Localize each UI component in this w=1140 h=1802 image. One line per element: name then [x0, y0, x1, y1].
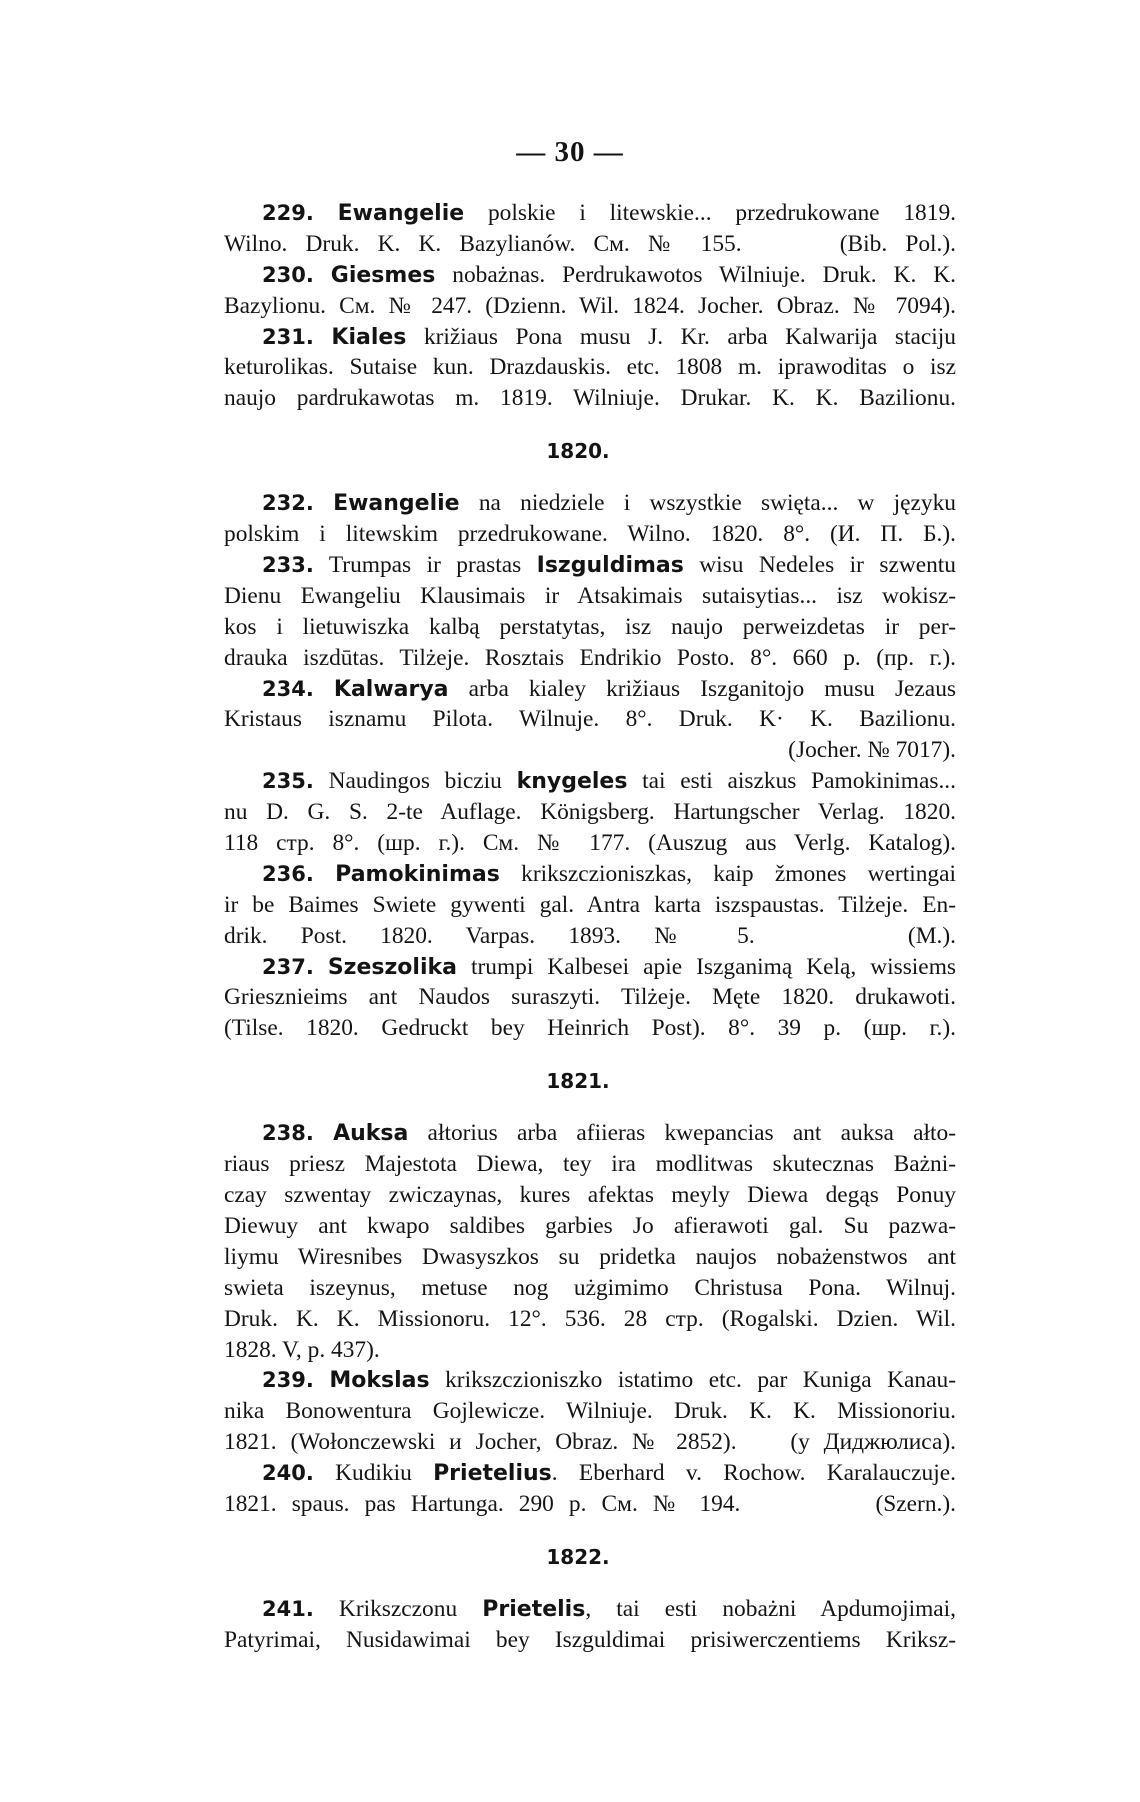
entry-239-line-2: nika Bonowentura Gojlewicze. Wilniuje. Druk. K. K. Missionoriu. — [224, 1398, 956, 1425]
year-heading-1822: 1822. — [546, 1544, 610, 1569]
entry-235-line-1: 235. Naudingos bicziu knygeles tai esti aiszkus Pamokinimas... — [262, 768, 956, 795]
entry-233-line-3: kos i lietuwiszka kalbą perstatytas, isz naujo perweizdetas ir per- — [224, 613, 956, 640]
entry-238-line-1: 238. Auksa ałtorius arba afiieras kwepancias ant auksa ałto- — [262, 1120, 956, 1147]
entry-239-line-3: 1821. (Wołonczewski и Jocher, Obraz. № 2852). (у Диджюлиса). — [224, 1429, 956, 1456]
entry-238-line-2: riaus priesz Majestota Diewa, tey ira modlitwas skutecznas Bażni- — [224, 1151, 956, 1178]
entry-238-line-3: czay szwentay zwiczaynas, kures afektas meyly Diewa degąs Ponuy — [224, 1182, 956, 1209]
entry-233-line-2: Dienu Ewangeliu Klausimais ir Atsakimais sutaisytias... isz wokisz- — [224, 582, 956, 609]
entry-237-line-1: 237. Szeszolika trumpi Kalbesei apie Iszganimą Kelą, wissiems — [262, 953, 956, 980]
entry-238-line-6: swieta iszeynus, metuse nog użgimimo Christusa Pona. Wilnuj. — [224, 1274, 956, 1301]
year-heading-1821: 1821. — [546, 1069, 610, 1094]
year-heading-1820: 1820. — [546, 439, 610, 464]
entry-232-line-1: 232. Ewangelie na niedziele i wszystkie swięta... w języku — [262, 490, 956, 517]
entry-237-line-3: (Tilse. 1820. Gedruckt bey Heinrich Post). 8°. 39 p. (шр. г.). — [224, 1015, 956, 1042]
entry-229-line-2: Wilno. Druk. K. K. Bazylianów. См. № 155. (Bib. Pol.). — [224, 230, 956, 257]
entry-231-line-3: naujo pardrukawotas m. 1819. Wilniuje. Drukar. K. K. Bazilionu. — [224, 385, 956, 412]
entry-239-line-1: 239. Mokslas krikszczioniszko istatimo etc. par Kuniga Kanau- — [262, 1367, 956, 1394]
entry-235-line-3: 118 стр. 8°. (шр. г.). См. № 177. (Auszug aus Verlg. Katalog). — [224, 830, 956, 857]
entry-235-line-2: nu D. G. S. 2-te Auflage. Königsberg. Hartungscher Verlag. 1820. — [224, 799, 956, 826]
entry-236-line-3: drik. Post. 1820. Varpas. 1893. № 5. (M.). — [224, 922, 956, 949]
entry-236-line-2: ir be Baimes Swiete gywenti gal. Antra karta iszspaustas. Tilżeje. En- — [224, 891, 956, 918]
entry-233-line-1: 233. Trumpas ir prastas Iszguldimas wisu Nedeles ir szwentu — [262, 552, 956, 579]
entry-238-line-8: 1828. V, p. 437). — [224, 1336, 380, 1363]
entry-230-line-1: 230. Giesmes nobażnas. Perdrukawotos Wilniuje. Druk. K. K. — [262, 261, 956, 288]
entry-237-line-2: Griesznieims ant Naudos suraszyti. Tilżeje. Męte 1820. drukawoti. — [224, 984, 956, 1011]
entry-234-line-3: (Jocher. № 7017). — [788, 737, 956, 764]
entry-236-line-1: 236. Pamokinimas krikszczioniszkas, kaip žmones wertingai — [262, 860, 956, 887]
entry-231-line-1: 231. Kiales križiaus Pona musu J. Kr. arba Kalwarija staciju — [262, 323, 956, 350]
entry-238-line-7: Druk. K. K. Missionoru. 12°. 536. 28 стр. (Rogalski. Dzien. Wil. — [224, 1305, 956, 1332]
entry-231-line-2: keturolikas. Sutaise kun. Drazdauskis. etc. 1808 m. iprawoditas o isz — [224, 354, 956, 381]
entry-234-line-1: 234. Kalwarya arba kialey križiaus Iszganitojo musu Jezaus — [262, 675, 956, 702]
entry-240-line-2: 1821. spaus. pas Hartunga. 290 p. См. № 194. (Szern.). — [224, 1490, 956, 1517]
entry-230-line-2: Bazylionu. См. № 247. (Dzienn. Wil. 1824. Jocher. Obraz. № 7094). — [224, 292, 956, 319]
entry-234-line-2: Kristaus isznamu Pilota. Wilnuje. 8°. Druk. K· K. Bazilionu. — [224, 706, 956, 733]
entry-241-line-2: Patyrimai, Nusidawimai bey Iszguldimai prisiwerczentiems Kriksz- — [224, 1626, 956, 1653]
catalogue-text — [224, 198, 956, 1656]
entry-233-line-4: drauka iszdūtas. Tilżeje. Rosztais Endrikio Posto. 8°. 660 p. (пр. г.). — [224, 644, 956, 671]
entry-238-line-4: Diewuy ant kwapo saldibes garbies Jo afierawoti gal. Su pazwa- — [224, 1212, 956, 1239]
entry-232-line-2: polskim i litewskim przedrukowane. Wilno. 1820. 8°. (И. П. Б.). — [224, 521, 956, 548]
entry-240-line-1: 240. Kudikiu Prietelius. Eberhard v. Rochow. Karalauczuje. — [262, 1460, 956, 1487]
entry-238-line-5: liymu Wiresnibes Dwasyszkos su pridetka naujos nobażenstwos ant — [224, 1243, 956, 1270]
entry-241-line-1: 241. Krikszczonu Prietelis, tai esti nobażni Apdumojimai, — [262, 1595, 956, 1622]
entry-229-line-1: 229. Ewangelie polskie i litewskie... przedrukowane 1819. — [262, 200, 956, 226]
page-number: — 30 — — [516, 136, 624, 168]
